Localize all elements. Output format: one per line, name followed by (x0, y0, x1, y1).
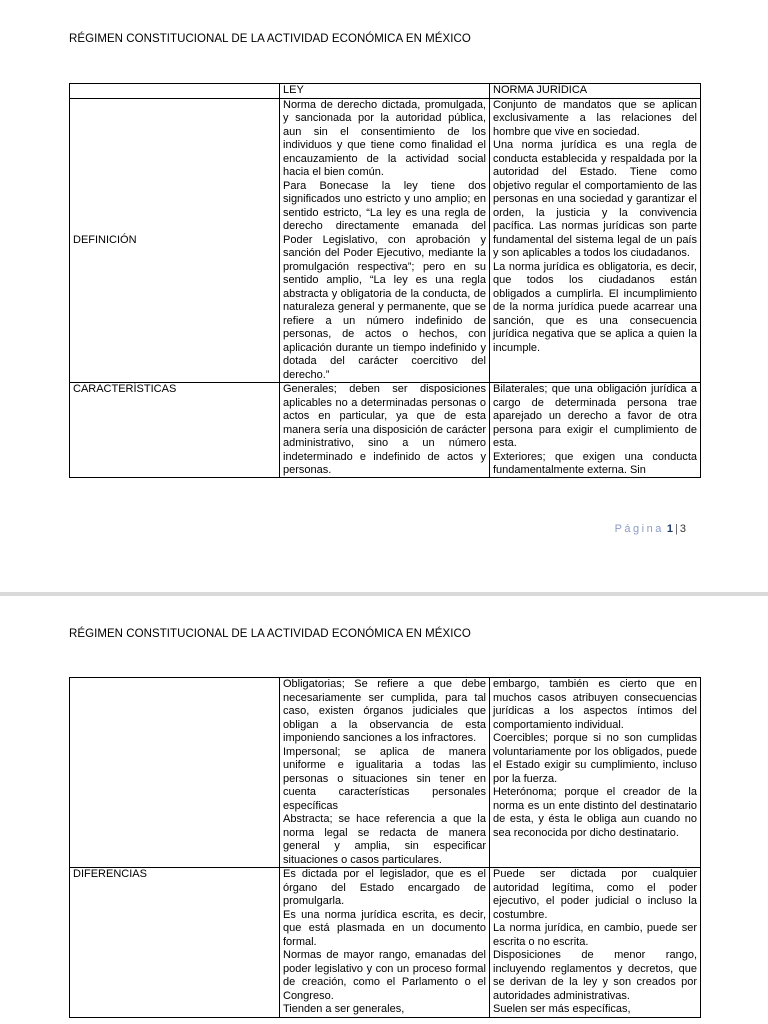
paragraph: Para Bonecase la ley tiene dos significados uno estricto y uno amplio; en sentido estricto, “La ley es una regla de derecho directamente emanada del Poder Legislativo, con aprobación y sanción del Poder Ejecutivo, mediante la promulgación respectiva”; pero en su sentido amplio, “La ley es una regla abstracta y obligatoria de la conducta, de naturaleza general y permanente, que se refiere a un número indefinido de personas, de actos o hechos, con aplicación durante un tiempo indefinido y dotada del carácter coercitivo del derecho.” (283, 179, 486, 381)
cell-definicion-ley (280, 98, 490, 383)
column-header-norma: NORMA JURÍDICA (490, 84, 701, 99)
page-word: Página (614, 523, 664, 535)
cell-diferencias-ley (280, 868, 490, 1018)
comparison-table (69, 83, 701, 478)
paragraph: Abstracta; se hace referencia a que la norma legal se redacta de manera general y amplia, sin especificar situaciones o casos particulares. (283, 813, 486, 866)
paragraph: La norma jurídica, en cambio, puede ser escrita o no escrita. (493, 922, 697, 948)
paragraph: Es una norma jurídica escrita, es decir, que está plasmada en un documento formal. (283, 908, 486, 948)
page-separator: | (675, 523, 678, 535)
cell-diferencias-norma (490, 868, 701, 1018)
empty-header-cell (70, 84, 280, 99)
paragraph: Disposiciones de menor rango, incluyendo reglamentos y decretos, que se derivan de la ley y son creados por autoridades administrativas. (493, 949, 697, 1002)
row-label-caracteristicas: CARACTERÍSTICAS (70, 383, 280, 478)
comparison-table-continued (69, 677, 701, 1018)
page-total: 3 (679, 523, 686, 535)
row-label-diferencias: DIFERENCIAS (70, 868, 280, 1018)
paragraph: Una norma jurídica es una regla de conducta establecida y respaldada por la autoridad del Estado. Tiene como objetivo regular el comportamiento de las personas en una sociedad y garantizar el orden, la justicia y la convivencia pacífica. Las normas jurídicas son parte fundamental del sistema legal de un país y son aplicables a todos los ciudadanos. (493, 139, 697, 259)
page-header: RÉGIMEN CONSTITUCIONAL DE LA ACTIVIDAD ECONÓMICA EN MÉXICO (69, 628, 471, 640)
paragraph: La norma jurídica es obligatoria, es decir, que todos los ciudadanos están obligados a cumplirla. El incumplimiento de la norma jurídica puede acarrear una sanción, que es una consecuencia jurídica negativa que se aplica a quien la incumple. (493, 260, 697, 354)
document-page-2 (0, 596, 768, 1024)
cell-caracteristicas-norma (490, 383, 701, 478)
page-header: RÉGIMEN CONSTITUCIONAL DE LA ACTIVIDAD ECONÓMICA EN MÉXICO (69, 33, 471, 45)
cell-caracteristicas-ley (280, 383, 490, 478)
paragraph: Es dictada por el legislador, que es el órgano del Estado encargado de promulgarla. (283, 868, 486, 907)
paragraph: embargo, también es cierto que en muchos casos atribuyen consecuencias jurídicas a los aspectos íntimos del comportamiento individual. (493, 678, 697, 731)
page-number: 1 (666, 523, 674, 535)
table-header-row (70, 84, 701, 99)
empty-label-cell (70, 678, 280, 868)
cell-continuacion-ley (280, 678, 490, 868)
cell-definicion-norma (490, 98, 701, 383)
paragraph: Coercibles; porque si no son cumplidas voluntariamente por los obligados, puede el Estado exigir su cumplimiento, incluso por la fuerza. (493, 732, 697, 785)
cell-continuacion-norma (490, 678, 701, 868)
page-footer (615, 523, 686, 535)
table-row-continuacion (70, 678, 701, 868)
paragraph: Normas de mayor rango, emanadas del poder legislativo y con un proceso formal de creación, como el Parlamento o el Congreso. (283, 949, 486, 1002)
paragraph: Norma de derecho dictada, promulgada, y sancionada por la autoridad pública, aun sin el consentimiento de los individuos y que tiene como finalidad el encauzamiento de la actividad social hacia el bien común. (283, 98, 486, 178)
table-row-diferencias (70, 868, 701, 1018)
paragraph: Suelen ser más específicas, (493, 1003, 631, 1015)
paragraph: Tienden a ser generales, (283, 1003, 405, 1015)
row-label-definicion: DEFINICIÓN (70, 98, 280, 383)
paragraph: Obligatorias; Se refiere a que debe necesariamente ser cumplida, para tal caso, existen órganos judiciales que obligan a la observancia de esta imponiendo sanciones a los infractores. (283, 678, 486, 744)
paragraph: Generales; deben ser disposiciones aplicables no a determinadas personas o actos en particular, ya que de esta manera sería una disposición de carácter administrativo, sino a un número indeterminado e indefinido de actos y personas. (283, 383, 486, 476)
paragraph: Bilaterales; que una obligación jurídica a cargo de determinada persona trae aparejado un derecho a favor de otra persona para exigir el cumplimiento de esta. (493, 383, 697, 449)
table-row-definicion (70, 98, 701, 383)
table-row-caracteristicas (70, 383, 701, 478)
paragraph: Heterónoma; porque el creador de la norma es un ente distinto del destinatario de esta, y ésta le obliga aun cuando no sea reconocida por dicho destinatario. (493, 786, 697, 839)
paragraph: Conjunto de mandatos que se aplican exclusivamente a las relaciones del hombre que vive en sociedad. (493, 98, 697, 138)
paragraph: Exteriores; que exigen una conducta fundamentalmente externa. Sin (493, 450, 697, 476)
paragraph: Puede ser dictada por cualquier autoridad legítima, como el poder ejecutivo, el poder judicial o incluso la costumbre. (493, 868, 697, 921)
paragraph: Impersonal; se aplica de manera uniforme e igualitaria a todas las personas o situaciones sin tener en cuenta características personales específicas (283, 745, 486, 812)
column-header-ley: LEY (280, 84, 490, 99)
